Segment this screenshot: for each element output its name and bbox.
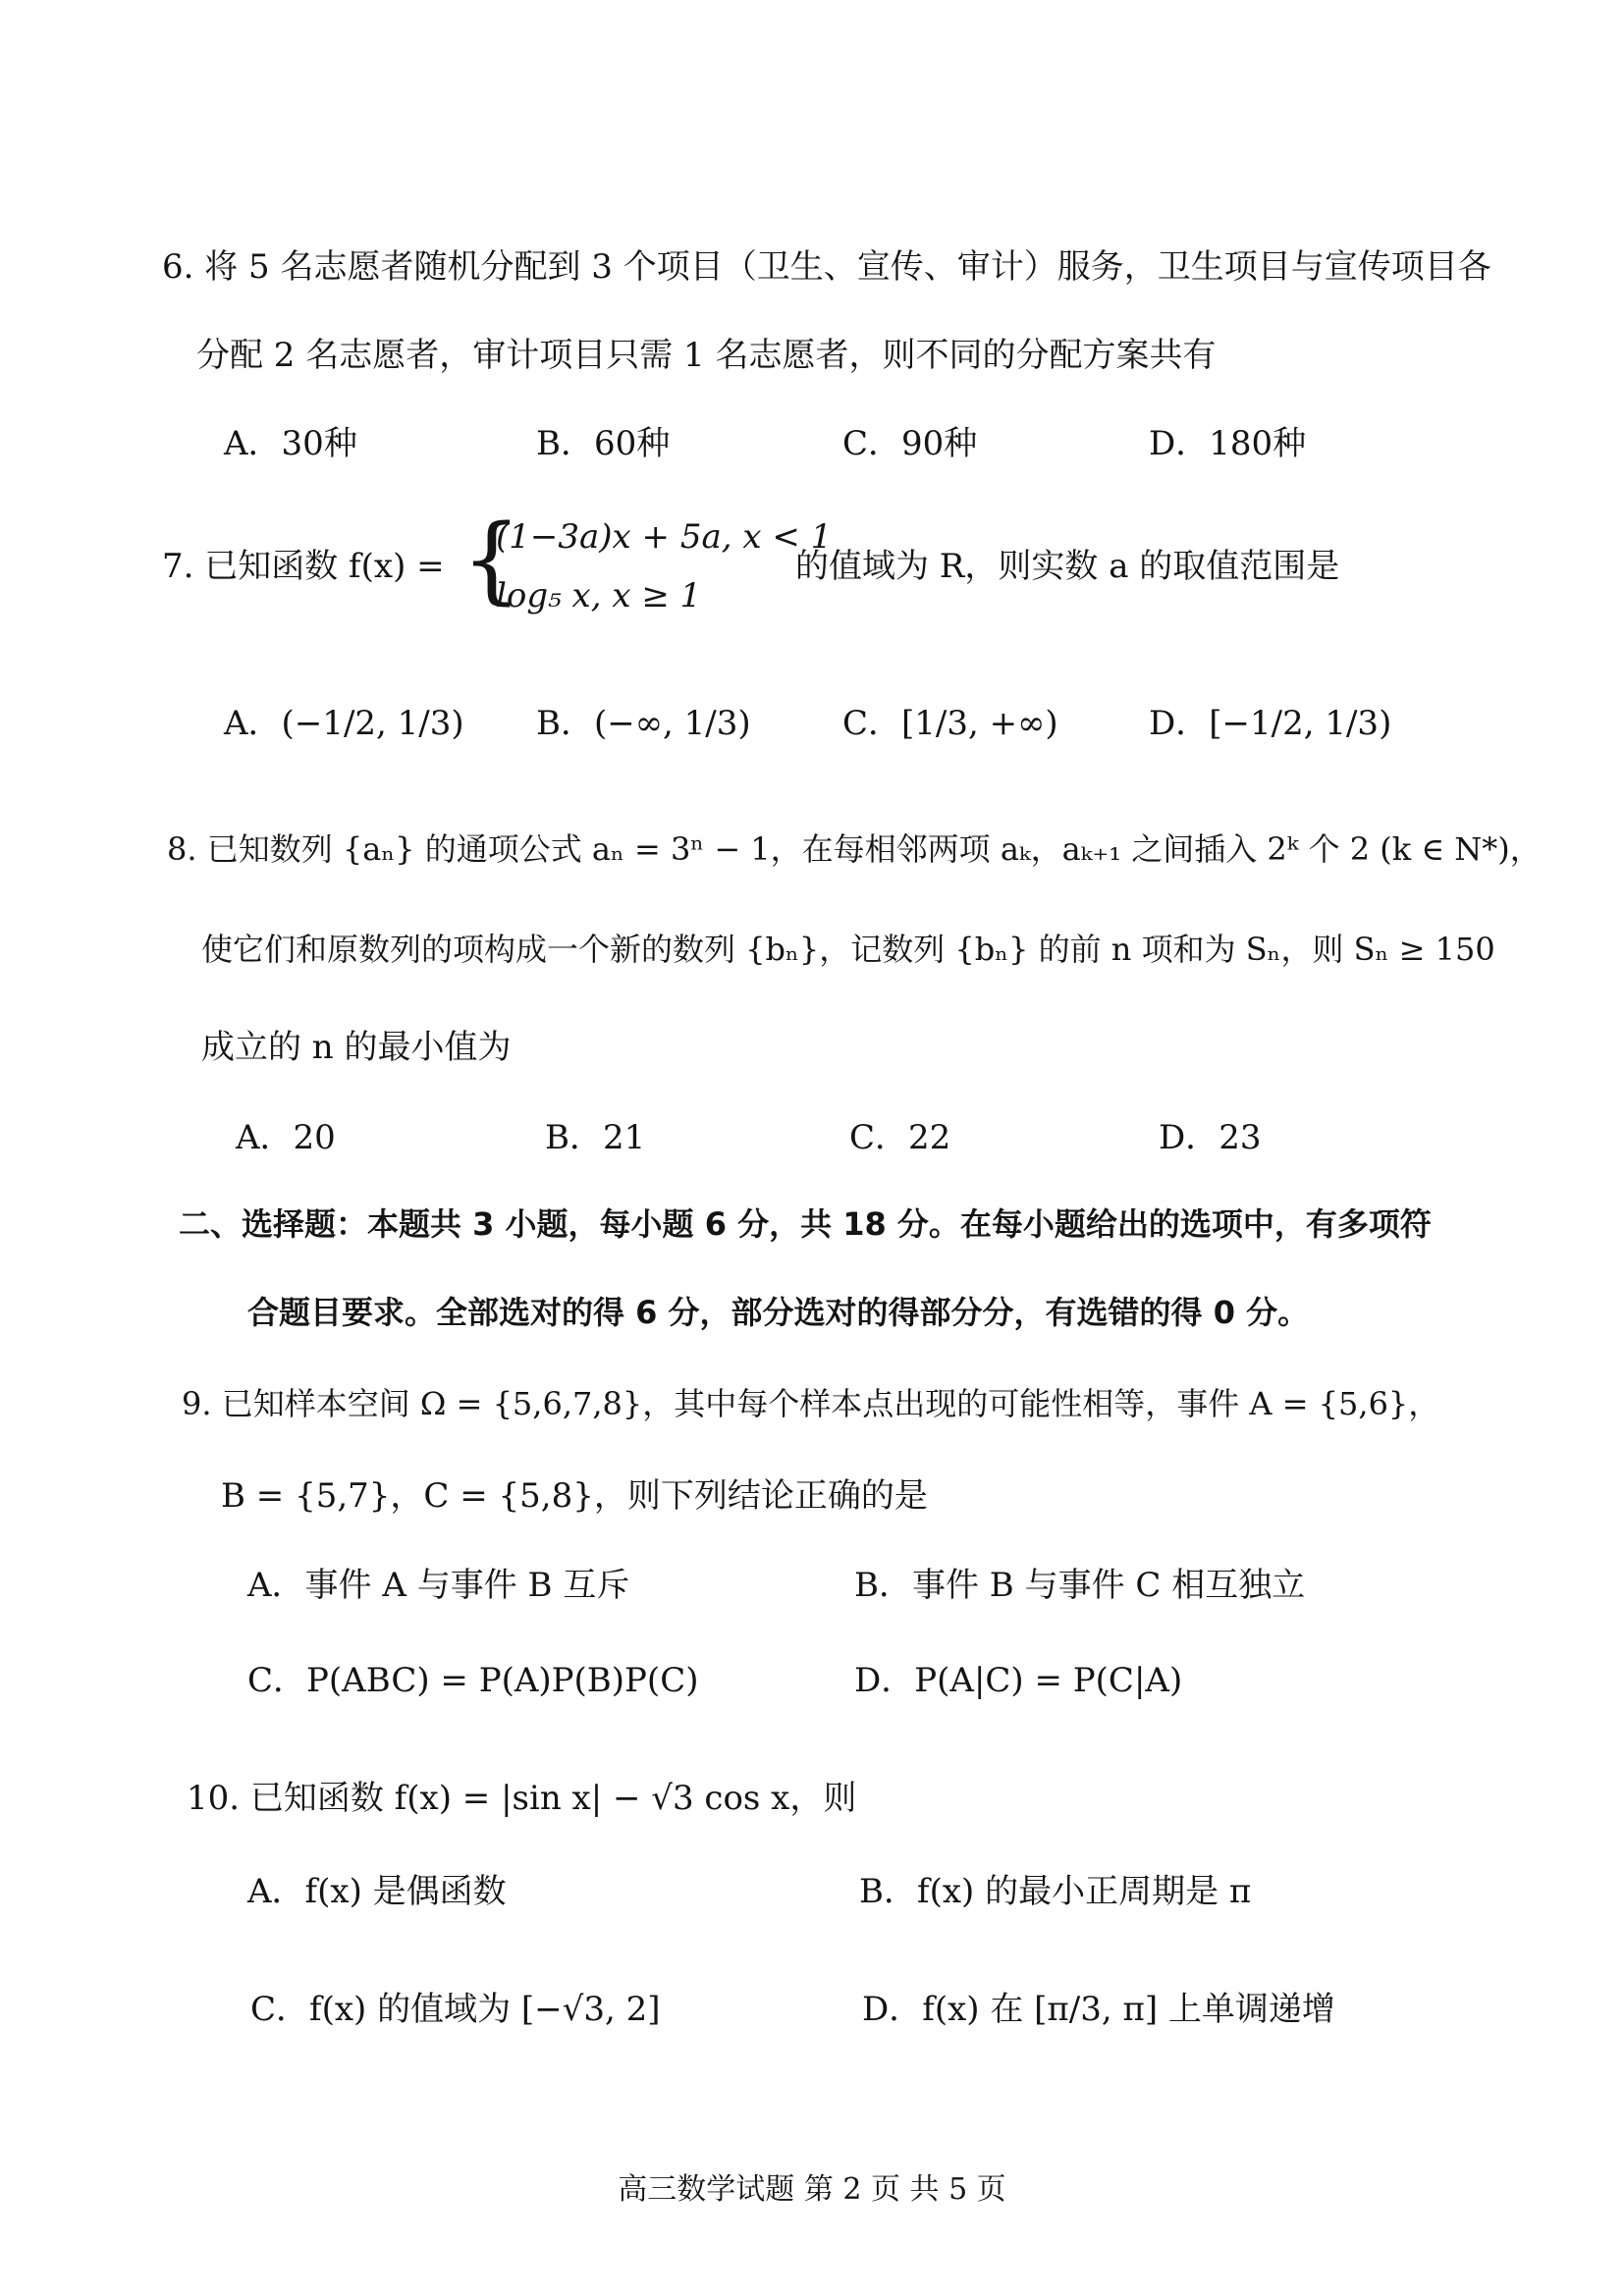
q10-option-a: A．f(x) 是偶函数 — [247, 1872, 507, 1911]
q8-option-b: B．21 — [545, 1118, 646, 1157]
q6-option-a: A．30种 — [224, 424, 357, 463]
q8-option-a: A．20 — [236, 1118, 336, 1157]
q7-brace: { — [461, 505, 522, 614]
q6-line1: 6. 将 5 名志愿者随机分配到 3 个项目（卫生、宣传、审计）服务，卫生项目与宣传项目各 — [162, 247, 1491, 287]
q8-line2: 使它们和原数列的项构成一个新的数列 {bₙ}，记数列 {bₙ} 的前 n 项和为 Sₙ，则 Sₙ ≥ 150 — [201, 931, 1495, 968]
q7-option-c: C．[1/3, +∞) — [842, 704, 1058, 743]
q6-option-b: B．60种 — [536, 424, 671, 463]
q6-option-c: C．90种 — [842, 424, 978, 463]
q10-option-b: B．f(x) 的最小正周期是 π — [859, 1872, 1252, 1911]
q7-case2: log₅ x, x ≥ 1 — [496, 576, 702, 615]
q9-line2: B = {5,7}，C = {5,8}，则下列结论正确的是 — [221, 1476, 928, 1516]
q9-line1: 9. 已知样本空间 Ω = {5,6,7,8}，其中每个样本点出现的可能性相等，事件 A = {5,6}， — [182, 1385, 1440, 1422]
q7-prefix: 7. 已知函数 f(x) = — [162, 547, 445, 586]
q9-option-c: C．P(ABC) = P(A)P(B)P(C) — [247, 1661, 699, 1700]
q9-option-b: B．事件 B 与事件 C 相互独立 — [854, 1566, 1306, 1605]
q8-line3: 成立的 n 的最小值为 — [201, 1028, 512, 1067]
section2-line2: 合题目要求。全部选对的得 6 分，部分选对的得部分分，有选错的得 0 分。 — [247, 1294, 1310, 1331]
q10-option-d: D．f(x) 在 [π/3, π] 上单调递增 — [862, 1990, 1335, 2029]
q9-option-d: D．P(A|C) = P(C|A) — [854, 1661, 1183, 1700]
q6-option-d: D．180种 — [1149, 424, 1307, 463]
q8-option-c: C．22 — [849, 1118, 951, 1157]
q9-option-a: A．事件 A 与事件 B 互斥 — [247, 1566, 630, 1605]
q7-option-d: D．[−1/2, 1/3) — [1149, 704, 1392, 743]
q7-case1: (1−3a)x + 5a, x < 1 — [496, 517, 833, 557]
q10-line1: 10. 已知函数 f(x) = |sin x| − √3 cos x，则 — [187, 1779, 857, 1818]
q6-line2: 分配 2 名志愿者，审计项目只需 1 名志愿者，则不同的分配方案共有 — [196, 336, 1217, 375]
q8-option-d: D．23 — [1159, 1118, 1262, 1157]
q7-suffix: 的值域为 R，则实数 a 的取值范围是 — [795, 547, 1340, 586]
page-footer: 高三数学试题 第 2 页 共 5 页 — [618, 2172, 1006, 2207]
section2-line1: 二、选择题：本题共 3 小题，每小题 6 分，共 18 分。在每小题给出的选项中，有多项符 — [179, 1205, 1432, 1243]
q7-option-b: B．(−∞, 1/3) — [536, 704, 751, 743]
q10-option-c: C．f(x) 的值域为 [−√3, 2] — [250, 1990, 661, 2029]
q8-line1: 8. 已知数列 {aₙ} 的通项公式 aₙ = 3ⁿ − 1，在每相邻两项 aₖ，aₖ₊₁ 之间插入 2ᵏ 个 2 (k ∈ N*)， — [167, 830, 1542, 868]
q7-option-a: A．(−1/2, 1/3) — [224, 704, 464, 743]
